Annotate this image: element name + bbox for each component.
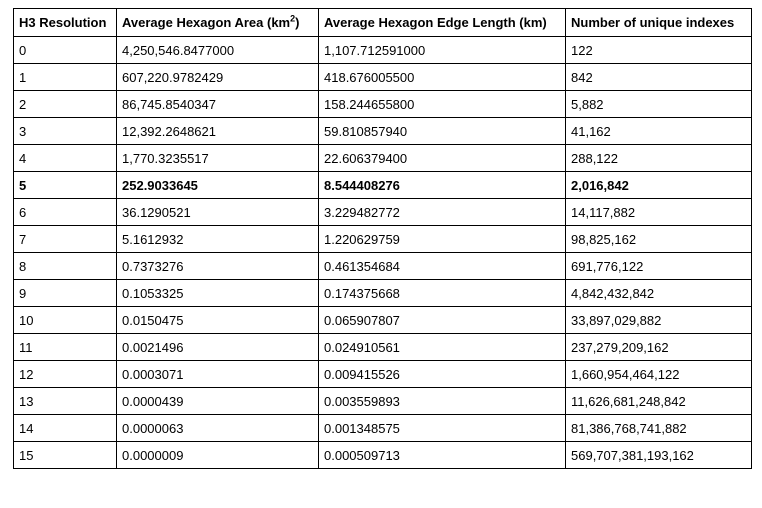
header-area xyxy=(117,9,319,37)
cell-unique-indexes: 288,122 xyxy=(566,145,752,172)
cell-average-area: 0.0003071 xyxy=(117,361,319,388)
cell-resolution: 11 xyxy=(14,334,117,361)
cell-resolution: 12 xyxy=(14,361,117,388)
table-row xyxy=(14,199,752,226)
table-row xyxy=(14,172,752,199)
cell-average-area: 0.0000439 xyxy=(117,388,319,415)
table-row xyxy=(14,226,752,253)
cell-resolution: 3 xyxy=(14,118,117,145)
cell-average-edge-length: 59.810857940 xyxy=(319,118,566,145)
cell-resolution: 9 xyxy=(14,280,117,307)
cell-unique-indexes: 5,882 xyxy=(566,91,752,118)
cell-average-area: 0.1053325 xyxy=(117,280,319,307)
table-row xyxy=(14,442,752,469)
header-unique-indexes: Number of unique indexes xyxy=(566,9,752,37)
cell-average-edge-length: 0.174375668 xyxy=(319,280,566,307)
cell-average-edge-length: 1.220629759 xyxy=(319,226,566,253)
cell-resolution: 14 xyxy=(14,415,117,442)
cell-resolution: 5 xyxy=(14,172,117,199)
header-area-prefix: Average Hexagon Area (km xyxy=(122,15,291,30)
cell-average-area: 4,250,546.8477000 xyxy=(117,37,319,64)
cell-average-edge-length: 8.544408276 xyxy=(319,172,566,199)
cell-average-area: 607,220.9782429 xyxy=(117,64,319,91)
cell-average-area: 0.0000009 xyxy=(117,442,319,469)
cell-resolution: 7 xyxy=(14,226,117,253)
table-row xyxy=(14,334,752,361)
cell-average-edge-length: 0.001348575 xyxy=(319,415,566,442)
cell-unique-indexes: 33,897,029,882 xyxy=(566,307,752,334)
table-row xyxy=(14,415,752,442)
cell-unique-indexes: 569,707,381,193,162 xyxy=(566,442,752,469)
cell-unique-indexes: 237,279,209,162 xyxy=(566,334,752,361)
header-area-superscript: 2 xyxy=(290,13,296,24)
cell-average-edge-length: 0.009415526 xyxy=(319,361,566,388)
cell-average-edge-length: 1,107.712591000 xyxy=(319,37,566,64)
cell-unique-indexes: 81,386,768,741,882 xyxy=(566,415,752,442)
table-row xyxy=(14,361,752,388)
header-edge-length: Average Hexagon Edge Length (km) xyxy=(319,9,566,37)
cell-resolution: 10 xyxy=(14,307,117,334)
cell-average-edge-length: 0.024910561 xyxy=(319,334,566,361)
cell-resolution: 0 xyxy=(14,37,117,64)
cell-resolution: 13 xyxy=(14,388,117,415)
cell-average-area: 0.0021496 xyxy=(117,334,319,361)
table-row xyxy=(14,307,752,334)
table-row xyxy=(14,64,752,91)
cell-average-edge-length: 0.461354684 xyxy=(319,253,566,280)
table-row xyxy=(14,280,752,307)
table-row xyxy=(14,388,752,415)
cell-average-area: 36.1290521 xyxy=(117,199,319,226)
table-row xyxy=(14,253,752,280)
cell-unique-indexes: 4,842,432,842 xyxy=(566,280,752,307)
cell-average-edge-length: 3.229482772 xyxy=(319,199,566,226)
cell-average-edge-length: 22.606379400 xyxy=(319,145,566,172)
cell-average-area: 1,770.3235517 xyxy=(117,145,319,172)
cell-average-edge-length: 158.244655800 xyxy=(319,91,566,118)
table-row xyxy=(14,118,752,145)
cell-unique-indexes: 98,825,162 xyxy=(566,226,752,253)
table-row xyxy=(14,37,752,64)
cell-average-area: 12,392.2648621 xyxy=(117,118,319,145)
cell-resolution: 4 xyxy=(14,145,117,172)
cell-average-edge-length: 0.000509713 xyxy=(319,442,566,469)
cell-unique-indexes: 842 xyxy=(566,64,752,91)
cell-unique-indexes: 122 xyxy=(566,37,752,64)
cell-resolution: 1 xyxy=(14,64,117,91)
cell-resolution: 8 xyxy=(14,253,117,280)
cell-average-area: 0.0150475 xyxy=(117,307,319,334)
cell-resolution: 6 xyxy=(14,199,117,226)
cell-average-edge-length: 418.676005500 xyxy=(319,64,566,91)
table-row xyxy=(14,91,752,118)
cell-unique-indexes: 41,162 xyxy=(566,118,752,145)
cell-unique-indexes: 2,016,842 xyxy=(566,172,752,199)
cell-average-area: 5.1612932 xyxy=(117,226,319,253)
cell-average-edge-length: 0.065907807 xyxy=(319,307,566,334)
cell-average-area: 0.0000063 xyxy=(117,415,319,442)
cell-unique-indexes: 11,626,681,248,842 xyxy=(566,388,752,415)
cell-average-area: 252.9033645 xyxy=(117,172,319,199)
cell-resolution: 15 xyxy=(14,442,117,469)
cell-resolution: 2 xyxy=(14,91,117,118)
cell-unique-indexes: 691,776,122 xyxy=(566,253,752,280)
table-body xyxy=(14,37,752,469)
header-area-suffix: ) xyxy=(295,15,300,30)
cell-average-area: 86,745.8540347 xyxy=(117,91,319,118)
cell-average-edge-length: 0.003559893 xyxy=(319,388,566,415)
cell-unique-indexes: 14,117,882 xyxy=(566,199,752,226)
h3-resolution-table xyxy=(13,8,752,469)
table-row xyxy=(14,145,752,172)
header-resolution: H3 Resolution xyxy=(14,9,117,37)
cell-unique-indexes: 1,660,954,464,122 xyxy=(566,361,752,388)
cell-average-area: 0.7373276 xyxy=(117,253,319,280)
table-header-row xyxy=(14,9,752,37)
